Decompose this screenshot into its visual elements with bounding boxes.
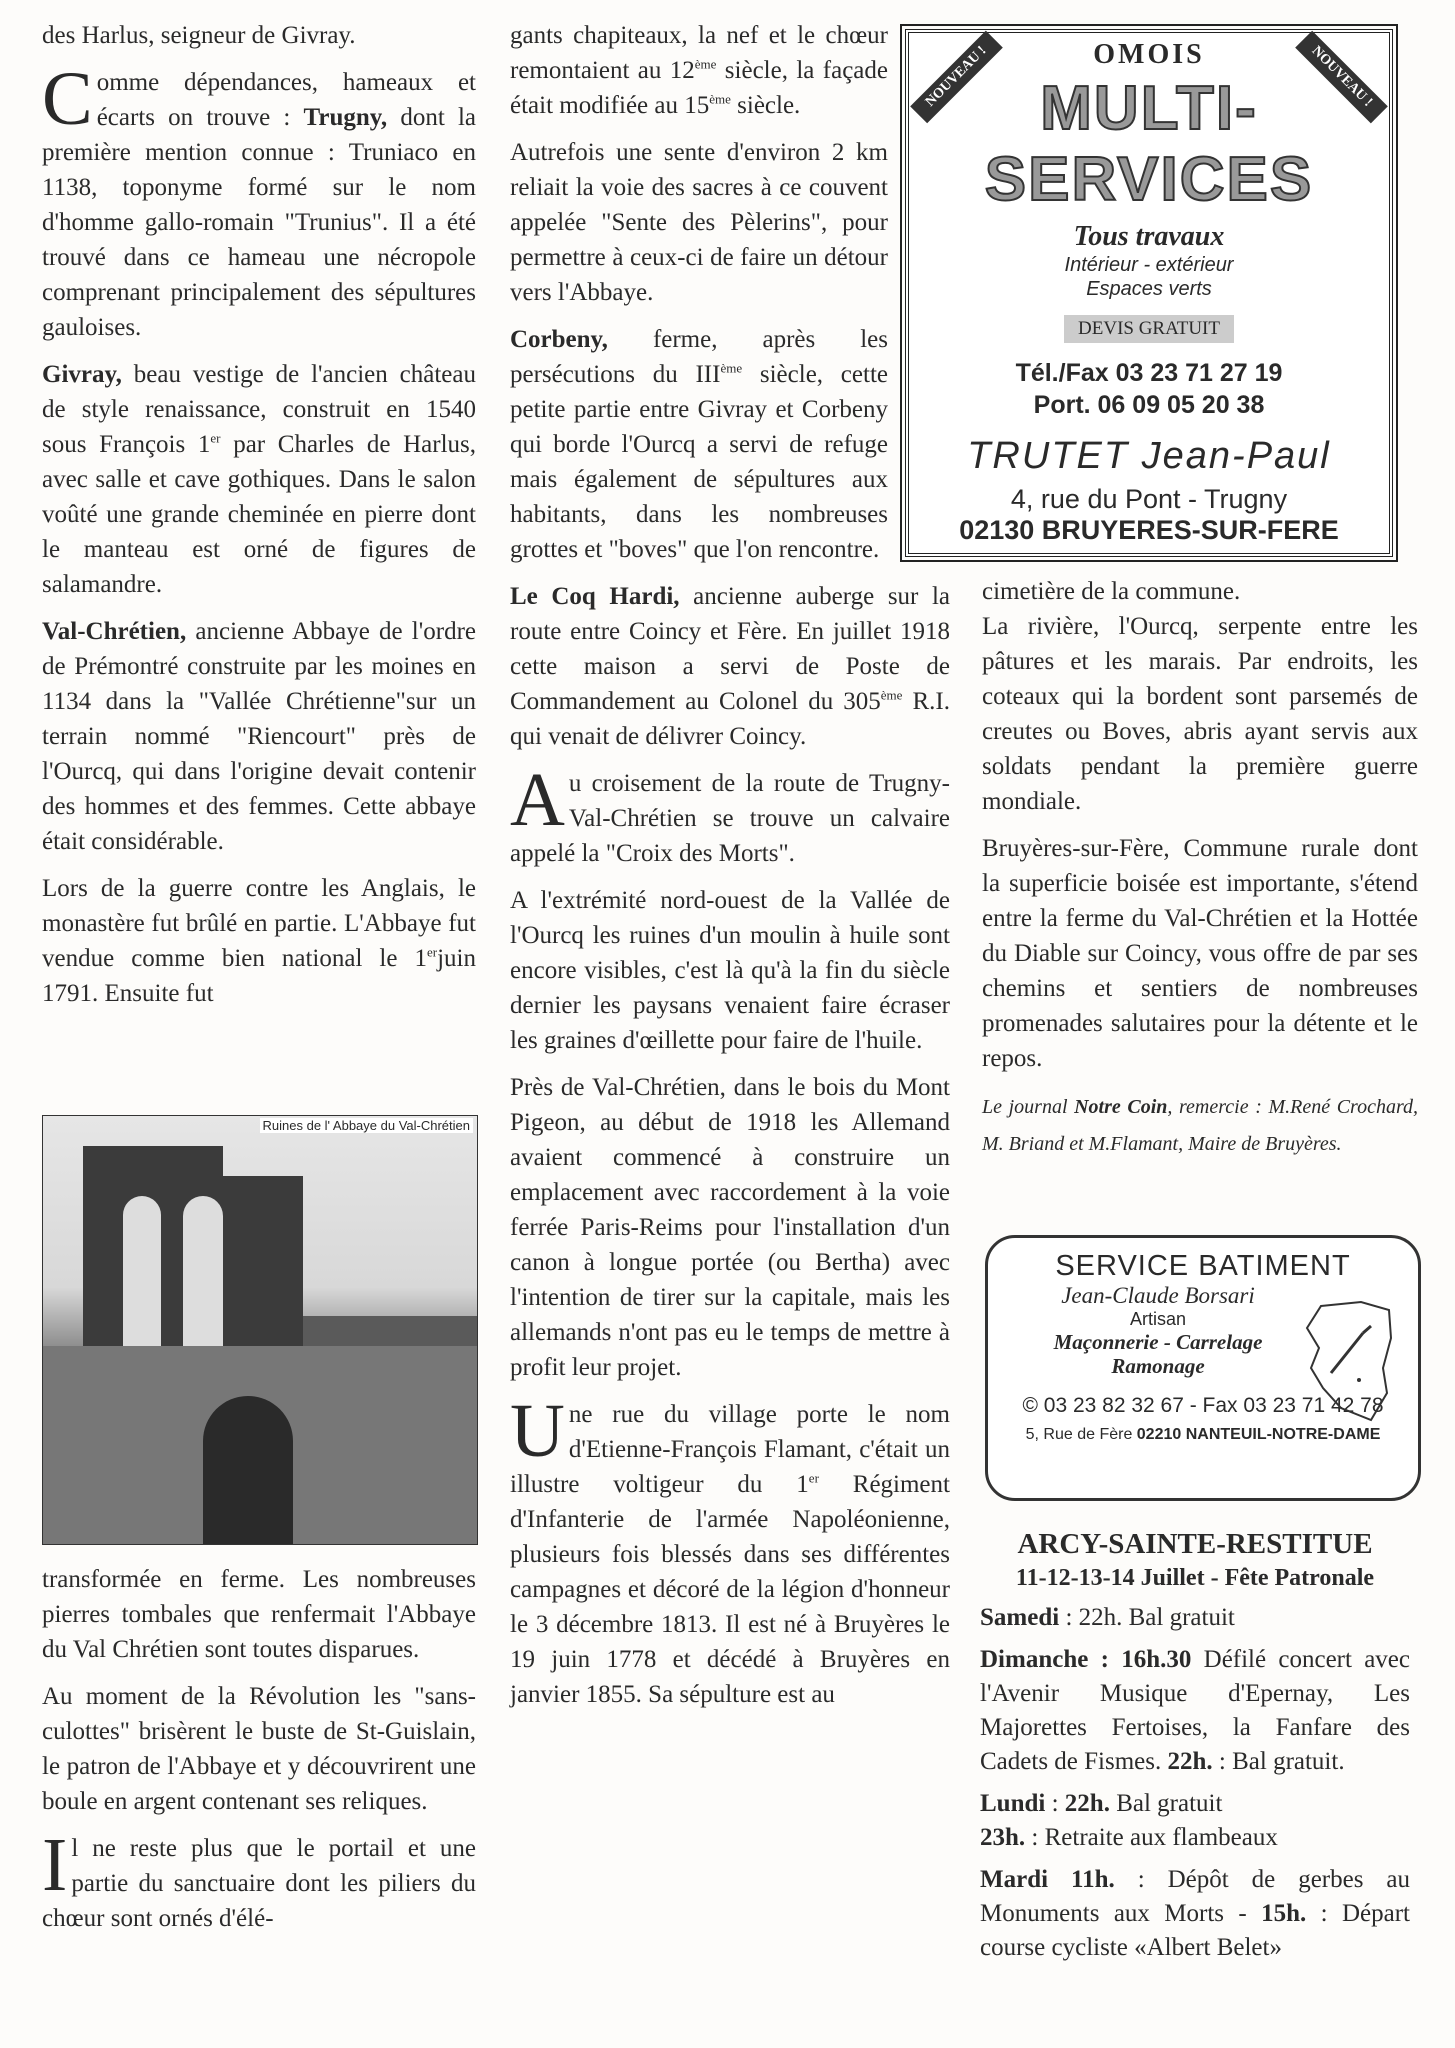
ad-city: 02130 BRUYERES-SUR-FERE	[959, 515, 1339, 545]
paragraph	[42, 18, 476, 53]
ad-tel: Tél./Fax 03 23 71 27 19	[1015, 359, 1283, 387]
text-segment: Bruyères-sur-Fère, Commune rurale dont la superficie boisée est importante, s'étend entre la ferme du Val-Chrétien et la Hottée du Diable sur Coincy, vous offre de par ses chemins et sentiers de nombreuses promenades salutaires pour la détente et le repos.	[982, 835, 1418, 1072]
column-1-bottom	[42, 1562, 476, 1948]
ad-title: MULTI-SERVICES	[984, 74, 1314, 214]
text-segment: Bal gratuit	[1109, 1790, 1223, 1817]
text-segment: 22h.	[1064, 1790, 1110, 1817]
text-segment: ème	[720, 360, 743, 376]
text-segment: Val-Chrétien,	[42, 618, 187, 645]
text-segment: 23h.	[980, 1824, 1026, 1851]
abbey-ruins-photo	[42, 1115, 478, 1545]
paragraph	[42, 57, 476, 345]
ad2-trades1: Maçonnerie - Carrelage	[1053, 1330, 1263, 1354]
ad2-street: 5, Rue de Fère	[1025, 1426, 1137, 1443]
text-segment: Trugny,	[303, 104, 388, 131]
paragraph	[980, 1787, 1410, 1855]
paragraph	[510, 135, 950, 310]
text-segment: dont la première mention connue : Truniaco en 1138, toponyme formé sur le nom d'homme gallo-romain "Trunius". Il a été trouvé dans ce hameau une nécropole comprenant principalement des sépultures gauloises.	[42, 104, 476, 341]
drop-cap: U	[510, 1389, 565, 1473]
paragraph	[42, 1562, 476, 1667]
text-segment: er	[210, 430, 221, 446]
text-segment: R.I. qui venait de délivrer Coincy.	[510, 688, 951, 750]
ad-line1: Intérieur - extérieur	[1064, 254, 1234, 276]
ad-line2: Espaces verts	[1086, 278, 1212, 300]
text-segment: Lors de la guerre contre les Anglais, le monastère fut brûlé en partie. L'Abbaye fut vendue comme bien national le 1	[42, 875, 476, 972]
text-segment: transformée en ferme. Les nombreuses pierres tombales que renfermait l'Abbaye du Val Chrétien sont toutes disparues.	[42, 1566, 476, 1663]
text-segment: Le Coq Hardi,	[510, 583, 680, 610]
ad2-address	[988, 1426, 1418, 1444]
service-batiment-ad	[985, 1235, 1421, 1501]
ad2-role: Artisan	[1129, 1309, 1187, 1329]
text-segment: ancienne auberge sur la route entre Coincy et Fère. En juillet 1918 cette maison a servi de Poste de Commandement au Colonel du 305	[510, 583, 951, 715]
text-segment: Dimanche	[980, 1646, 1089, 1673]
text-segment: siècle.	[730, 92, 801, 119]
paragraph	[980, 1643, 1410, 1779]
text-segment: siècle, cette petite partie entre Givray et Corbeny qui borde l'Ourcq a servi de refuge mais également de sépultures aux habitants, dans les nombreuses grottes et "boves" que l'on rencontre.	[510, 361, 888, 563]
text-segment: : Dépôt de gerbes au Monuments aux Morts -	[980, 1866, 1410, 1927]
paragraph	[510, 883, 950, 1058]
arcy-event-section	[980, 1527, 1410, 1973]
text-segment: Autrefois une sente d'environ 2 km reliait la voie des sacres à ce couvent appelée "Sente des Pèlerins", pour permettre à ceux-ci de faire un détour vers l'Abbaye.	[510, 139, 888, 306]
text-segment: 15h.	[1261, 1900, 1307, 1927]
text-segment: Givray,	[42, 361, 122, 388]
text-segment: :	[1045, 1790, 1065, 1817]
ad2-city: 02210 NANTEUIL-NOTRE-DAME	[1136, 1426, 1381, 1443]
paragraph	[42, 357, 476, 602]
text-segment: omme dépendances, hameaux et écarts on trouve :	[96, 69, 476, 131]
text-segment: er	[808, 1470, 819, 1486]
ruin-window	[123, 1196, 161, 1346]
text-segment: : Bal gratuit.	[1212, 1748, 1345, 1775]
drop-cap: I	[42, 1823, 68, 1907]
text-segment: A l'extrémité nord-ouest de la Vallée de l'Ourcq les ruines d'un moulin à huile sont encore visibles, c'est là qu'à la fin du siècle dernier les paysans venaient faire écraser les graines d'œillette pour faire de l'huile.	[510, 887, 950, 1054]
text-segment: : Départ course cycliste «Albert Belet»	[980, 1900, 1410, 1961]
ad2-trades2: Ramonage	[1111, 1354, 1205, 1378]
text-segment: des Harlus, seigneur de Givray.	[42, 22, 356, 49]
text-segment: Corbeny,	[510, 326, 608, 353]
text-segment: par Charles de Harlus, avec salle et cave gothiques. Dans le salon voûté une grande cheminée en pierre dont le manteau est orné de figures de salamandre.	[42, 431, 476, 598]
paragraph	[42, 1679, 476, 1819]
ad2-name: Jean-Claude Borsari	[1061, 1283, 1255, 1308]
text-segment: Mardi 11h.	[980, 1866, 1115, 1893]
arcy-dates: 11-12-13-14 Juillet - Fête Patronale	[1015, 1565, 1375, 1591]
text-segment: beau vestige de l'ancien château de style renaissance, construit en 1540 sous François 1	[42, 361, 476, 458]
paragraph	[510, 1389, 950, 1712]
text-segment: juin 1791. Ensuite fut	[42, 945, 476, 1007]
paragraph	[510, 579, 950, 754]
paragraph	[42, 614, 476, 859]
drop-cap: C	[42, 57, 93, 141]
text-segment: , remercie : M.René Crochard, M. Briand et M.Flamant, Maire de Bruyères.	[982, 1096, 1418, 1155]
drop-cap: A	[510, 758, 565, 842]
ad2-phone: © 03 23 82 32 67 - Fax 03 23 71 42 78	[1022, 1394, 1384, 1417]
text-segment: : 16h.30	[1088, 1646, 1192, 1673]
ad-address: 4, rue du Pont - Trugny	[1010, 484, 1288, 514]
text-segment: ème	[709, 91, 731, 107]
text-segment: u croisement de la route de Trugny-Val-Chrétien se trouve un calvaire appelé la "Croix des Morts".	[510, 770, 950, 867]
ruin-portal	[203, 1396, 293, 1545]
text-segment: ème	[694, 56, 717, 72]
nouveau-badge-right: NOUVEAU !	[1295, 31, 1388, 124]
text-segment: ème	[880, 687, 903, 703]
text-segment: Lundi	[980, 1790, 1046, 1817]
arcy-title: ARCY-SAINTE-RESTITUE	[1017, 1528, 1373, 1560]
text-segment: Notre Coin	[1074, 1096, 1168, 1118]
arcy-schedule	[980, 1601, 1410, 1965]
paragraph	[510, 758, 950, 871]
text-segment: l ne reste plus que le portail et une partie du sanctuaire dont les piliers du chœur sont ornés d'élé-	[42, 1835, 476, 1932]
text-segment: Samedi	[980, 1604, 1060, 1631]
paragraph	[980, 1601, 1410, 1635]
text-segment: Régiment d'Infanterie de l'armée Napoléonienne, plusieurs fois blessés dans ses différentes campagnes et décoré de la légion d'honneur le 3 décembre 1813. Il est né à Bruyères le 19 juin 1778 et décédé à Bruyères en janvier 1855. Sa sépulture est au	[510, 1471, 950, 1708]
paragraph	[42, 871, 476, 1011]
paragraph	[980, 1863, 1410, 1965]
text-segment: La rivière, l'Ourcq, serpente entre les pâtures et les marais. Par endroits, les coteaux qui la bordent sont parsemés de creutes ou Boves, abris ayant servis aux soldats pendant la première guerre mondiale.	[982, 613, 1418, 815]
text-segment: ancienne Abbaye de l'ordre de Prémontré construite par les moines en 1134 dans la "Vallée Chrétienne"sur un terrain nommé "Riencourt" près de l'Ourcq, qui dans l'origine devait contenir des hommes et des femmes. Cette abbaye était considérable.	[42, 618, 476, 855]
ad-port: Port. 06 09 05 20 38	[1033, 391, 1265, 419]
paragraph	[510, 1070, 950, 1385]
paragraph	[982, 1088, 1418, 1162]
text-segment: Près de Val-Chrétien, dans le bois du Mont Pigeon, au début de 1918 les Allemand avaient commencé à construire un emplacement avec raccordement à la voie ferrée Paris-Reims pour l'installation d'un canon à longue portée (ou Bertha) avec l'intention de tirer sur la capitale, mais les allemands n'ont pas eu le temps de mettre à profit leur projet.	[510, 1074, 950, 1381]
text-segment: : 22h. Bal gratuit	[1059, 1604, 1235, 1631]
multi-services-ad	[905, 29, 1393, 557]
text-segment: Défilé concert avec l'Avenir Musique d'Epernay, Les Majorettes Fertoises, la Fanfare des Cadets de Fismes.	[980, 1646, 1410, 1775]
trowel-map-icon	[1301, 1298, 1396, 1423]
photo-caption: Ruines de l' Abbaye du Val-Chrétien	[260, 1118, 473, 1133]
text-segment: ne rue du village porte le nom d'Etienne-François Flamant, c'était un illustre voltigeur du 1	[510, 1401, 950, 1498]
paragraph	[510, 322, 950, 567]
paragraph	[982, 831, 1418, 1076]
column-1-top	[42, 18, 476, 1023]
text-segment: Le journal	[982, 1096, 1075, 1118]
paragraph	[42, 1823, 476, 1936]
ad-brand: OMOIS	[1093, 39, 1205, 70]
text-segment: siècle, la façade était modifiée au 15	[510, 57, 888, 119]
ad-name: TRUTET Jean-Paul	[967, 435, 1331, 477]
text-segment: er	[426, 944, 438, 960]
devis-gratuit-label: DEVIS GRATUIT	[1064, 315, 1234, 343]
nouveau-badge-left: NOUVEAU !	[910, 31, 1003, 124]
text-segment: gants chapiteaux, la nef et le chœur remontaient au 12	[510, 22, 888, 84]
ruin-window	[183, 1196, 223, 1346]
column-3	[982, 574, 1418, 1174]
ad2-title: SERVICE BATIMENT	[1055, 1250, 1351, 1282]
paragraph	[982, 574, 1418, 819]
ad-tagline: Tous travaux	[1073, 221, 1225, 252]
text-segment: 22h.	[1167, 1748, 1213, 1775]
text-segment: : Retraite aux flambeaux	[1025, 1824, 1278, 1851]
text-segment: ferme, après les persécutions du III	[510, 326, 888, 388]
text-segment: cimetière de la commune.	[982, 578, 1241, 605]
paragraph	[510, 18, 950, 123]
text-segment: Au moment de la Révolution les "sans-culottes" brisèrent le buste de St-Guislain, le patron de l'Abbaye et y découvrirent une boule en argent contenant ses reliques.	[42, 1683, 476, 1815]
column-2	[510, 18, 950, 1724]
